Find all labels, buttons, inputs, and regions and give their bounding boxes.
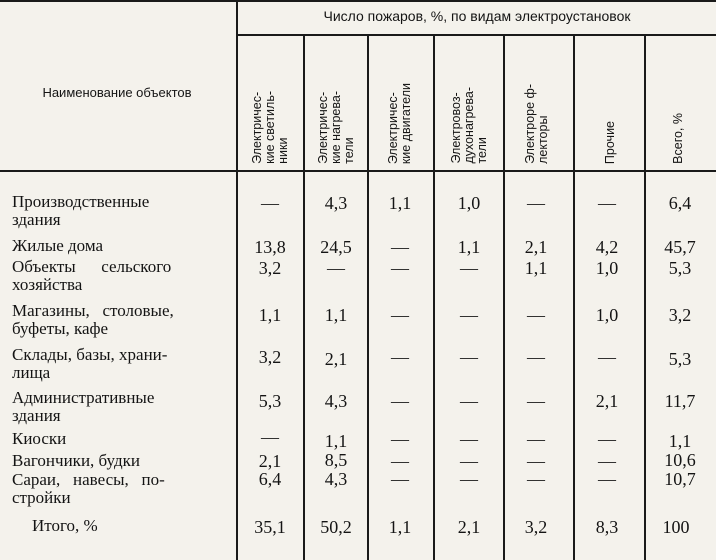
- table-cell: 1,0: [457, 193, 481, 213]
- table-cell: —: [598, 347, 616, 367]
- table-cell: —: [460, 451, 478, 471]
- table-cell: —: [527, 193, 545, 213]
- table-cell: —: [460, 347, 478, 367]
- table-cell: 1,1: [324, 431, 348, 451]
- table-cell: 4,2: [595, 237, 619, 257]
- column-header-total: [648, 40, 708, 164]
- table-cell: 10,6: [664, 450, 696, 470]
- table-cell: 4,3: [324, 193, 348, 213]
- table-cell: 2,1: [595, 391, 619, 411]
- table-cell: —: [391, 469, 409, 489]
- table-cell: 1,1: [324, 305, 348, 325]
- table-cell: —: [391, 391, 409, 411]
- total-cell: 35,1: [254, 517, 286, 537]
- column-header-label: Электроре ф- лекторы: [523, 84, 550, 164]
- table-cell: —: [460, 258, 478, 278]
- column-header-label: Всего, %: [670, 113, 685, 164]
- table-cell: 5,3: [668, 349, 692, 369]
- column-divider: [644, 36, 646, 560]
- column-header-motors: [370, 40, 430, 164]
- column-header-heaters: [306, 40, 366, 164]
- table-cell: 10,7: [664, 469, 696, 489]
- column-header-label: Электричес- кие нагрева- тели: [315, 91, 356, 164]
- table-cell: —: [391, 451, 409, 471]
- table-cell: 1,1: [457, 237, 481, 257]
- table-cell: 4,3: [324, 391, 348, 411]
- header-bottom-rule: [0, 170, 716, 172]
- table-cell: 1,0: [595, 258, 619, 278]
- table-cell: —: [391, 237, 409, 257]
- total-cell: 1,1: [388, 517, 412, 537]
- column-divider: [433, 36, 435, 560]
- table-cell: 2,1: [324, 349, 348, 369]
- table-cell: 24,5: [320, 237, 352, 257]
- table-cell: —: [261, 193, 279, 213]
- column-header-label: Электровоз- духонагрева- тели: [448, 87, 489, 164]
- column-header-reflectors: [506, 40, 568, 164]
- row-label: Административные здания: [12, 388, 155, 425]
- table-cell: 2,1: [258, 451, 282, 471]
- table-cell: 45,7: [664, 237, 696, 257]
- table-cell: 1,1: [524, 258, 548, 278]
- objects-column-header: Наименование объектов: [42, 84, 192, 100]
- table-cell: —: [327, 258, 345, 278]
- column-header-label: Прочие: [602, 120, 617, 164]
- table-cell: —: [460, 391, 478, 411]
- table-cell: —: [261, 427, 279, 447]
- table-cell: 4,3: [324, 469, 348, 489]
- total-row-label: Итого, %: [32, 516, 98, 535]
- table-top-rule: [0, 0, 716, 2]
- column-header-air-heaters: [436, 40, 502, 164]
- table-cell: —: [598, 429, 616, 449]
- table-cell: 3,2: [258, 258, 282, 278]
- table-cell: 3,2: [258, 347, 282, 367]
- table-cell: —: [391, 429, 409, 449]
- table-cell: —: [460, 429, 478, 449]
- table-cell: 1,1: [258, 305, 282, 325]
- table-cell: 2,1: [524, 237, 548, 257]
- row-label: Вагончики, будки: [12, 451, 140, 470]
- total-cell: 100: [662, 517, 690, 537]
- row-label: Магазины, столовые, буфеты, кафе: [12, 301, 174, 338]
- table-cell: 3,2: [668, 305, 692, 325]
- column-header-label: Электричес- кие двигатели: [386, 82, 413, 164]
- column-header-label: Электричес- кие светиль- ники: [249, 91, 290, 164]
- row-label: Объекты сельского хозяйства: [12, 257, 172, 294]
- row-label: Жилые дома: [12, 236, 104, 255]
- table-cell: —: [527, 391, 545, 411]
- table-cell: 13,8: [254, 237, 286, 257]
- table-cell: —: [527, 305, 545, 325]
- row-label: Склады, базы, храни- лища: [12, 345, 168, 382]
- table-cell: —: [391, 258, 409, 278]
- column-divider: [503, 36, 505, 560]
- row-label: Производственные здания: [12, 192, 150, 229]
- table-cell: —: [527, 429, 545, 449]
- table-cell: 11,7: [664, 391, 696, 411]
- table-cell: —: [391, 305, 409, 325]
- column-divider: [573, 36, 575, 560]
- table-cell: —: [598, 193, 616, 213]
- table-cell: 5,3: [668, 258, 692, 278]
- table-cell: —: [460, 305, 478, 325]
- table-cell: —: [527, 347, 545, 367]
- table-cell: 1,1: [668, 431, 692, 451]
- table-cell: —: [598, 451, 616, 471]
- table-cell: —: [527, 451, 545, 471]
- table-cell: —: [598, 469, 616, 489]
- row-label: Киоски: [12, 429, 67, 448]
- table-cell: 6,4: [668, 193, 692, 213]
- table-cell: —: [527, 469, 545, 489]
- total-cell: 3,2: [524, 517, 548, 537]
- table-cell: —: [460, 469, 478, 489]
- column-divider: [303, 36, 305, 560]
- total-cell: 50,2: [320, 517, 352, 537]
- table-cell: 1,1: [388, 193, 412, 213]
- total-cell: 8,3: [595, 517, 619, 537]
- total-cell: 2,1: [457, 517, 481, 537]
- column-header-other: [580, 40, 640, 164]
- table-cell: 6,4: [258, 469, 282, 489]
- table-cell: 5,3: [258, 391, 282, 411]
- column-header-lamps: [240, 40, 300, 164]
- column-divider: [236, 0, 238, 560]
- column-group-header: Число пожаров, %, по видам электроустановок: [323, 8, 631, 24]
- table-cell: —: [391, 347, 409, 367]
- table-cell: 1,0: [595, 305, 619, 325]
- table-cell: 8,5: [324, 450, 348, 470]
- column-divider: [367, 36, 369, 560]
- row-label: Сараи, навесы, по- стройки: [12, 470, 165, 507]
